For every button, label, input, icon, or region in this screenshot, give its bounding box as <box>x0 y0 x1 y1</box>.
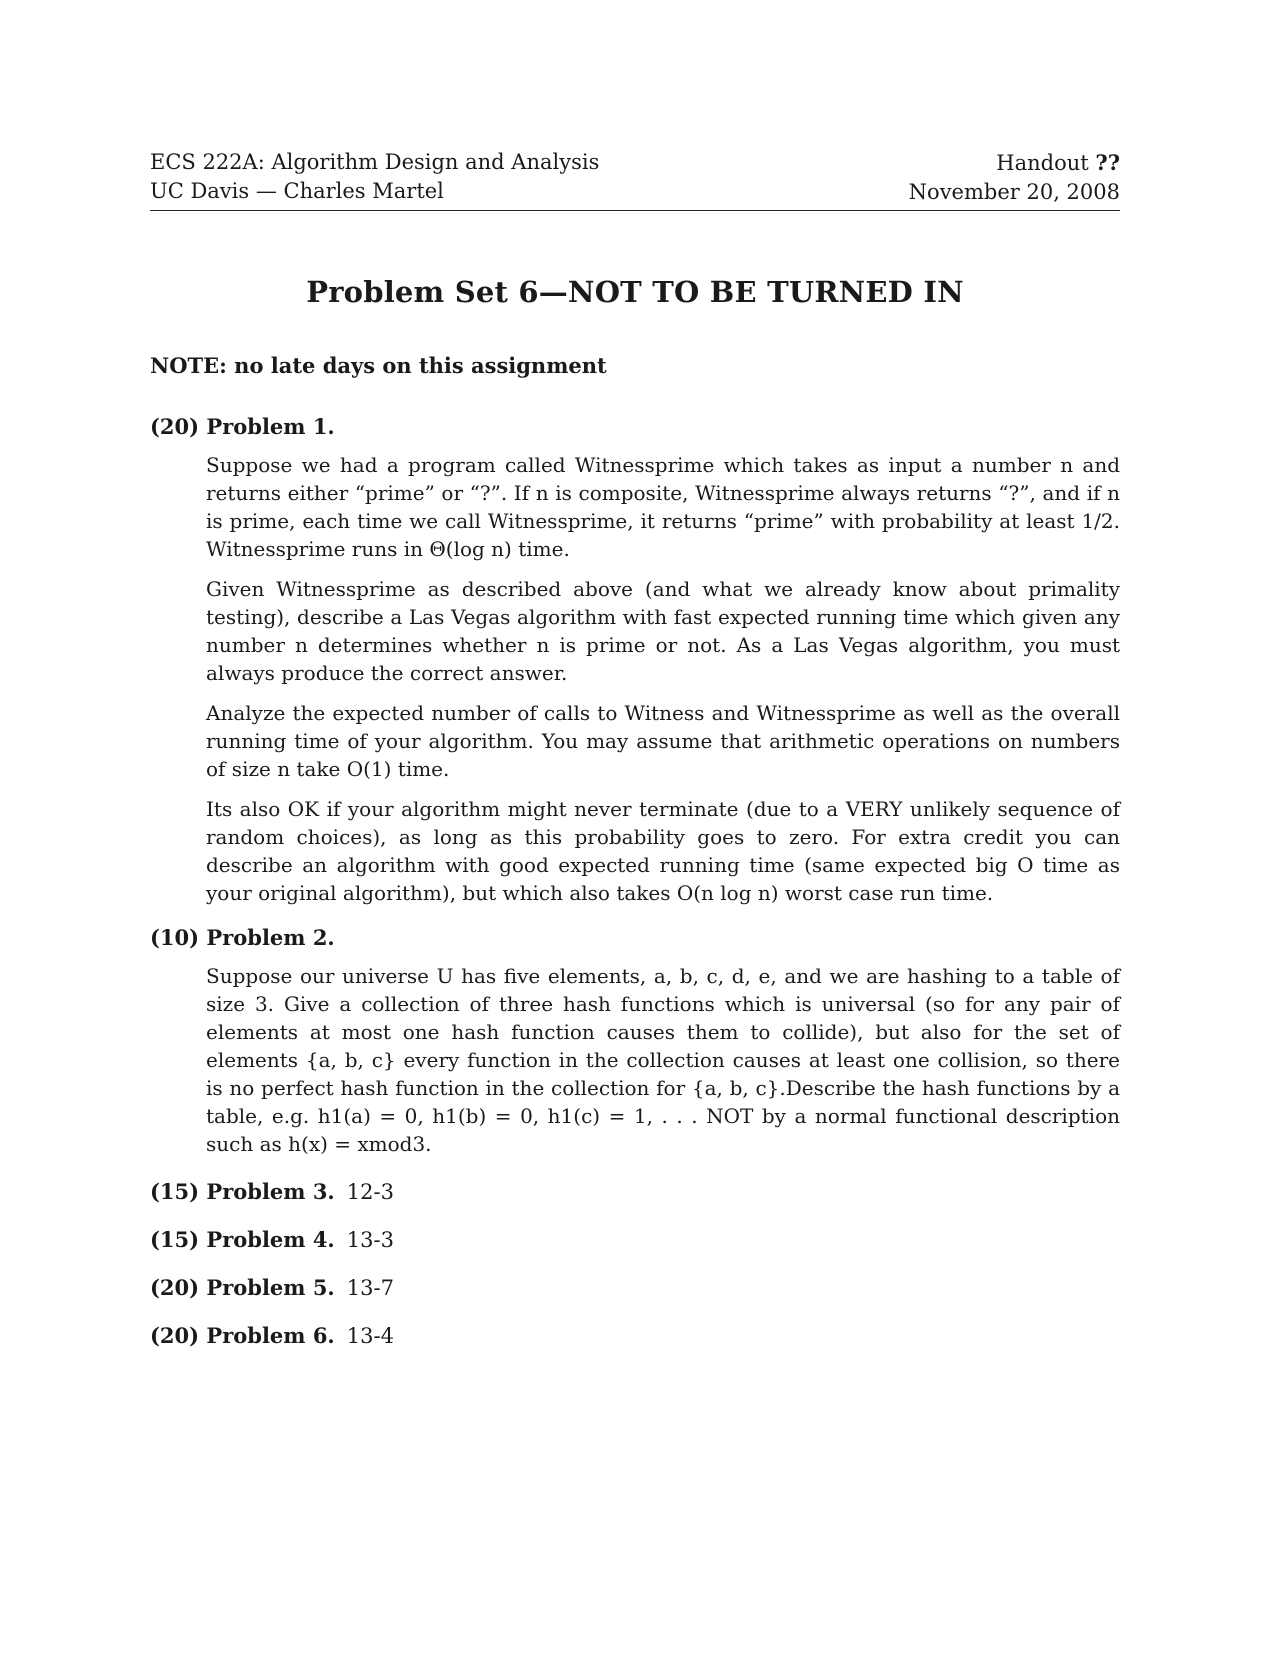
late-days-note: NOTE: no late days on this assignment <box>150 353 607 378</box>
page-title: Problem Set 6—NOT TO BE TURNED IN <box>306 275 964 309</box>
problem-heading: (15) Problem 4. <box>150 1227 335 1252</box>
problem-heading: (10) Problem 2. <box>150 925 335 950</box>
paragraph: Suppose our universe U has five elements, a, b, c, d, e, and we are hashing to a table of size 3. Give a collection of three hash functions which is universal (so for any pair of elements at most one hash function causes them to collide), but also for the set of elements {a, b, c} every function in the collection causes at least one collision, so there is no perfect hash function in the collection for {a, b, c}.Describe the hash functions by a table, e.g. h1(a) = 0, h1(b) = 0, h1(c) = 1, . . . NOT by a normal functional description such as h(x) = xmod3. <box>206 964 1120 1156</box>
problem-reference: 13-4 <box>346 1324 394 1348</box>
problem-heading: (20) Problem 6. <box>150 1323 335 1348</box>
problem-reference: 13-7 <box>346 1276 394 1300</box>
problem-reference: 13-3 <box>346 1228 394 1252</box>
problem-6 <box>150 1322 1120 1350</box>
problem-reference: 12-3 <box>346 1180 394 1204</box>
problem-2 <box>150 925 1120 1158</box>
course-title: ECS 222A: Algorithm Design and Analysis <box>150 150 600 174</box>
paragraph: Analyze the expected number of calls to Witness and Witnessprime as well as the overall running time of your algorithm. You may assume that arithmetic operations on numbers of size n take O(1) time. <box>206 701 1120 781</box>
instructor: UC Davis — Charles Martel <box>150 179 444 203</box>
page-header <box>150 148 1120 211</box>
handout-number: ?? <box>1095 150 1120 175</box>
problem-3 <box>150 1178 1120 1206</box>
problem-heading: (15) Problem 3. <box>150 1179 335 1204</box>
problem-4 <box>150 1226 1120 1254</box>
problem-5 <box>150 1274 1120 1302</box>
paragraph: Given Witnessprime as described above (and what we already know about primality testing), describe a Las Vegas algorithm with fast expected running time which given any number n determines whether n is prime or not. As a Las Vegas algorithm, you must always produce the correct answer. <box>206 577 1120 685</box>
problem-heading: (20) Problem 5. <box>150 1275 335 1300</box>
problem-heading: (20) Problem 1. <box>150 414 335 439</box>
handout-label: Handout ?? <box>996 150 1120 175</box>
paragraph: Its also OK if your algorithm might never terminate (due to a VERY unlikely sequence of random choices), as long as this probability goes to zero. For extra credit you can describe an algorithm with good expected running time (same expected big O time as your original algorithm), but which also takes O(n log n) worst case run time. <box>206 797 1120 905</box>
paragraph: Suppose we had a program called Witnessprime which takes as input a number n and returns either “prime” or “?”. If n is composite, Witnessprime always returns “?”, and if n is prime, each time we call Witnessprime, it returns “prime” with probability at least 1/2. Witnessprime runs in Θ(log n) time. <box>206 453 1120 561</box>
document-page <box>150 148 1120 1350</box>
problem-1 <box>150 414 1120 907</box>
handout-date: November 20, 2008 <box>908 180 1120 204</box>
